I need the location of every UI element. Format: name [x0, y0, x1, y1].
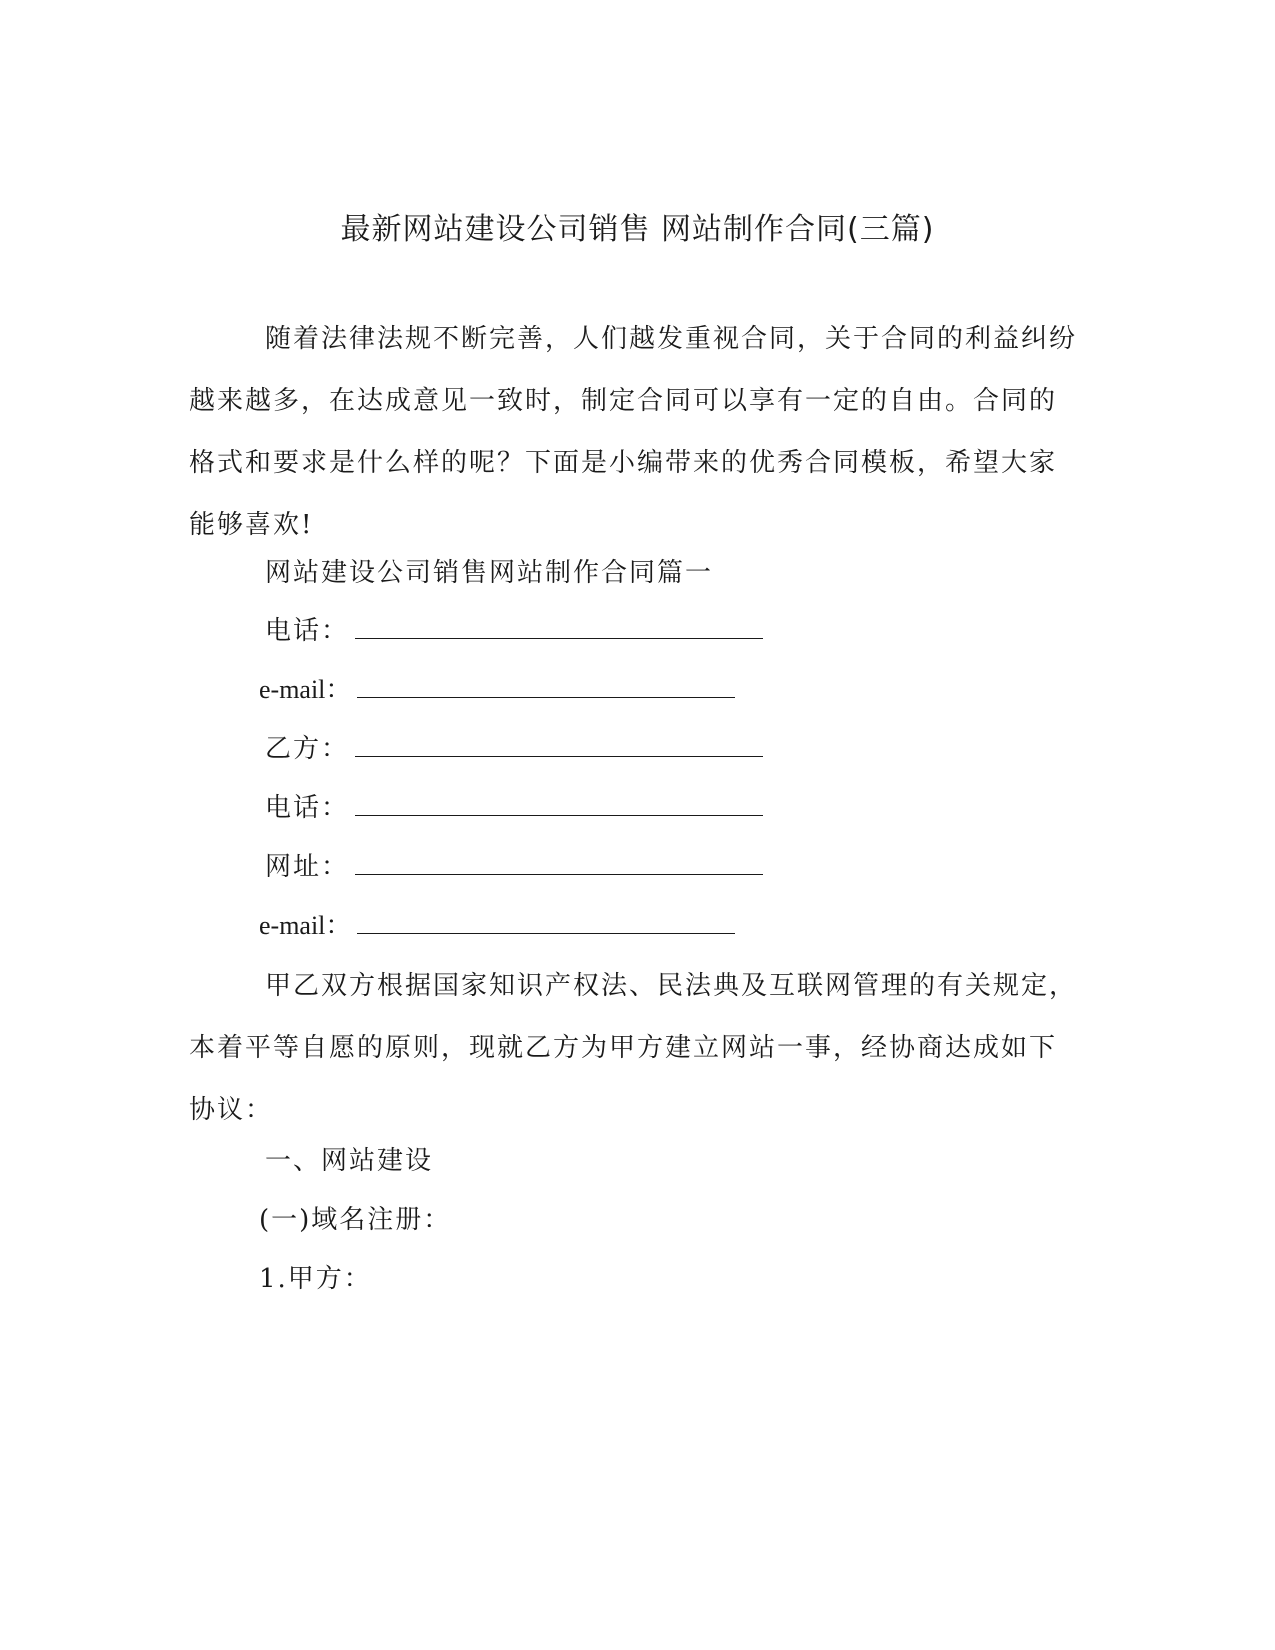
email-label: e-mail： [259, 911, 352, 940]
website-field [265, 847, 763, 887]
phone-label: 电话： [265, 793, 350, 823]
section-heading: 网站建设公司销售网站制作合同篇一 [265, 558, 714, 588]
party-b-label: 乙方： [265, 734, 350, 764]
party-b-blank [355, 730, 763, 757]
email-field-a [259, 670, 735, 710]
agreement-paragraph: 甲乙双方根据国家知识产权法、民法典及互联网管理的有关规定，本着平等自愿的原则，现就乙方为甲方建立网站一事，经协商达成如下协议： [189, 971, 1078, 1125]
phone-field-a [265, 611, 763, 651]
document-title: 最新网站建设公司销售 网站制作合同(三篇) [340, 212, 935, 247]
email-label: e-mail： [259, 675, 352, 704]
phone-blank [355, 612, 763, 639]
party-b-field [265, 729, 763, 769]
email-field-b [259, 906, 735, 946]
phone-label: 电话： [265, 616, 350, 646]
phone-blank [355, 789, 763, 816]
intro-block [189, 308, 1079, 556]
email-blank [357, 671, 735, 698]
email-blank [357, 907, 735, 934]
website-label: 网址： [265, 852, 350, 882]
subclause-heading: (一)域名注册： [259, 1205, 452, 1235]
clause-heading: 一、网站建设 [265, 1146, 434, 1176]
phone-field-b [265, 788, 763, 828]
agreement-block [189, 955, 1079, 1141]
subclause-item: 1.甲方： [259, 1264, 372, 1294]
website-blank [355, 848, 763, 875]
intro-paragraph: 随着法律法规不断完善，人们越发重视合同，关于合同的利益纠纷越来越多，在达成意见一致时，制定合同可以享有一定的自由。合同的格式和要求是什么样的呢？下面是小编带来的优秀合同模板，希望大家能够喜欢! [189, 324, 1078, 540]
